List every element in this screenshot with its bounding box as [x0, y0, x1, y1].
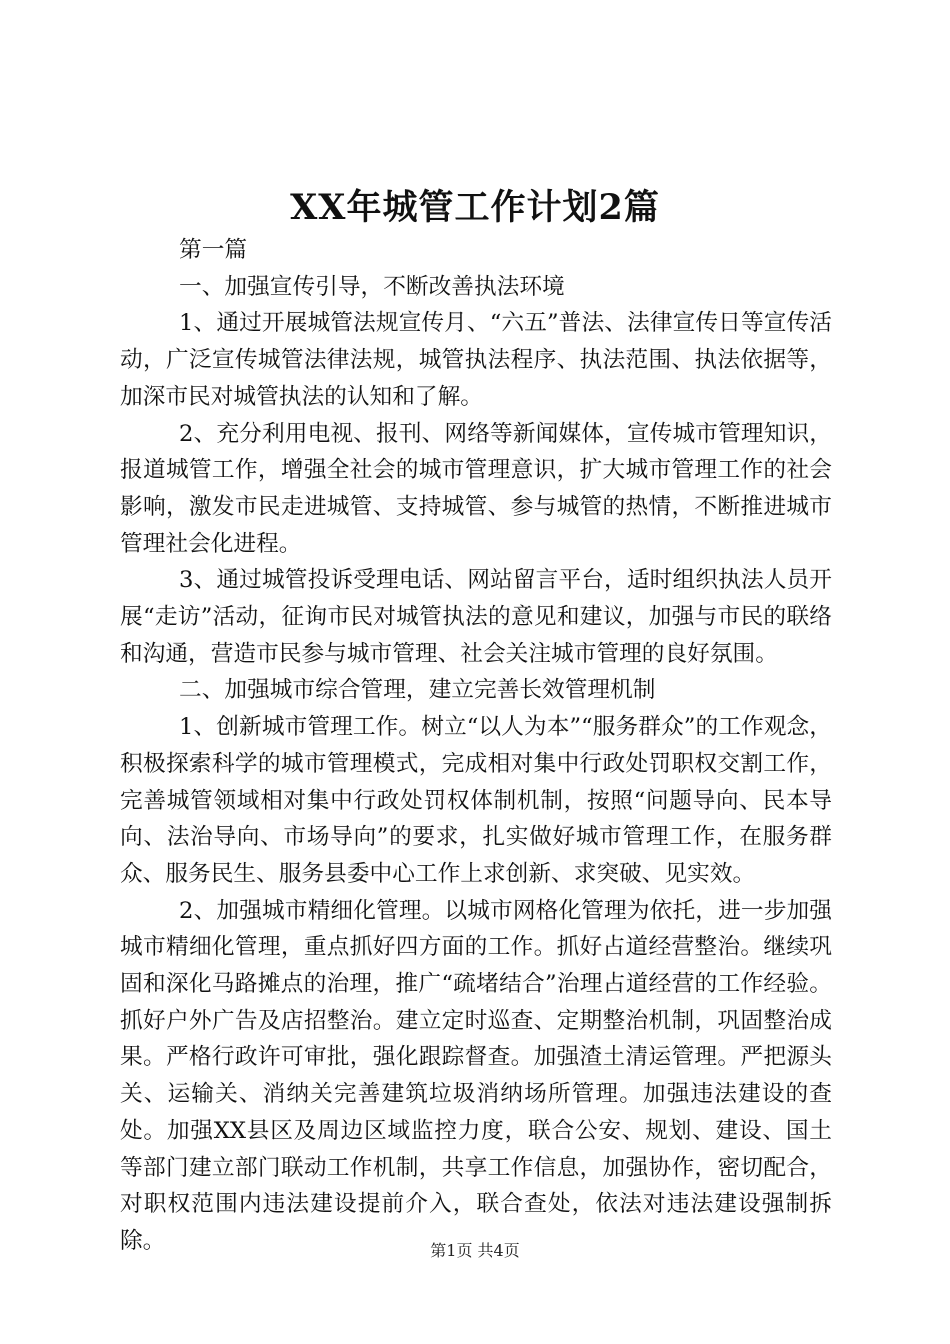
section-label: 第一篇: [179, 237, 248, 263]
paragraph: 2、充分利用电视、报刊、网络等新闻媒体，宣传城市管理知识，报道城管工作，增强全社会的城市管理意识，扩大城市管理工作的社会影响，激发市民走进城管、支持城管、参与城管的热情，不断推进城市管理社会化进程。: [120, 420, 832, 557]
paragraph: 3、通过城管投诉受理电话、网站留言平台，适时组织执法人员开展“走访”活动，征询市民对城管执法的意见和建议，加强与市民的联络和沟通，营造市民参与城市管理、社会关注城市管理的良好氛围。: [120, 567, 832, 667]
paragraph: 1、创新城市管理工作。树立“以人为本”“服务群众”的工作观念，积极探索科学的城市管理模式，完成相对集中行政处罚职权交割工作，完善城管领域相对集中行政处罚权体制机制，按照“问题导向、民本导向、法治导向、市场导向”的要求，扎实做好城市管理工作，在服务群众、服务民生、服务县委中心工作上求创新、求突破、见实效。: [120, 714, 832, 887]
section-heading-2: 二、加强城市综合管理，建立完善长效管理机制: [179, 677, 656, 704]
page-footer: 第1页 共4页: [430, 1241, 520, 1260]
document-title: XX年城管工作计划2篇: [290, 187, 660, 228]
section-heading-1: 一、加强宣传引导，不断改善执法环境: [179, 273, 565, 300]
paragraph: 1、通过开展城管法规宣传月、“六五”普法、法律宣传日等宣传活动，广泛宣传城管法律法规，城管执法程序、执法范围、执法依据等，加深市民对城管执法的认知和了解。: [120, 310, 832, 410]
document-body: [120, 232, 832, 1260]
paragraph: 2、加强城市精细化管理。以城市网格化管理为依托，进一步加强城市精细化管理，重点抓好四方面的工作。抓好占道经营整治。继续巩固和深化马路摊点的治理，推广“疏堵结合”治理占道经营的工作经验。抓好户外广告及店招整治。建立定时巡查、定期整治机制，巩固整治成果。严格行政许可审批，强化跟踪督查。加强渣土清运管理。严把源头关、运输关、消纳关完善建筑垃圾消纳场所管理。加强违法建设的查处。加强XX县区及周边区域监控力度，联合公安、规划、建设、国土等部门建立部门联动工作机制，共享工作信息，加强协作，密切配合，对职权范围内违法建设提前介入，联合查处，依法对违法建设强制拆除。: [120, 897, 832, 1254]
